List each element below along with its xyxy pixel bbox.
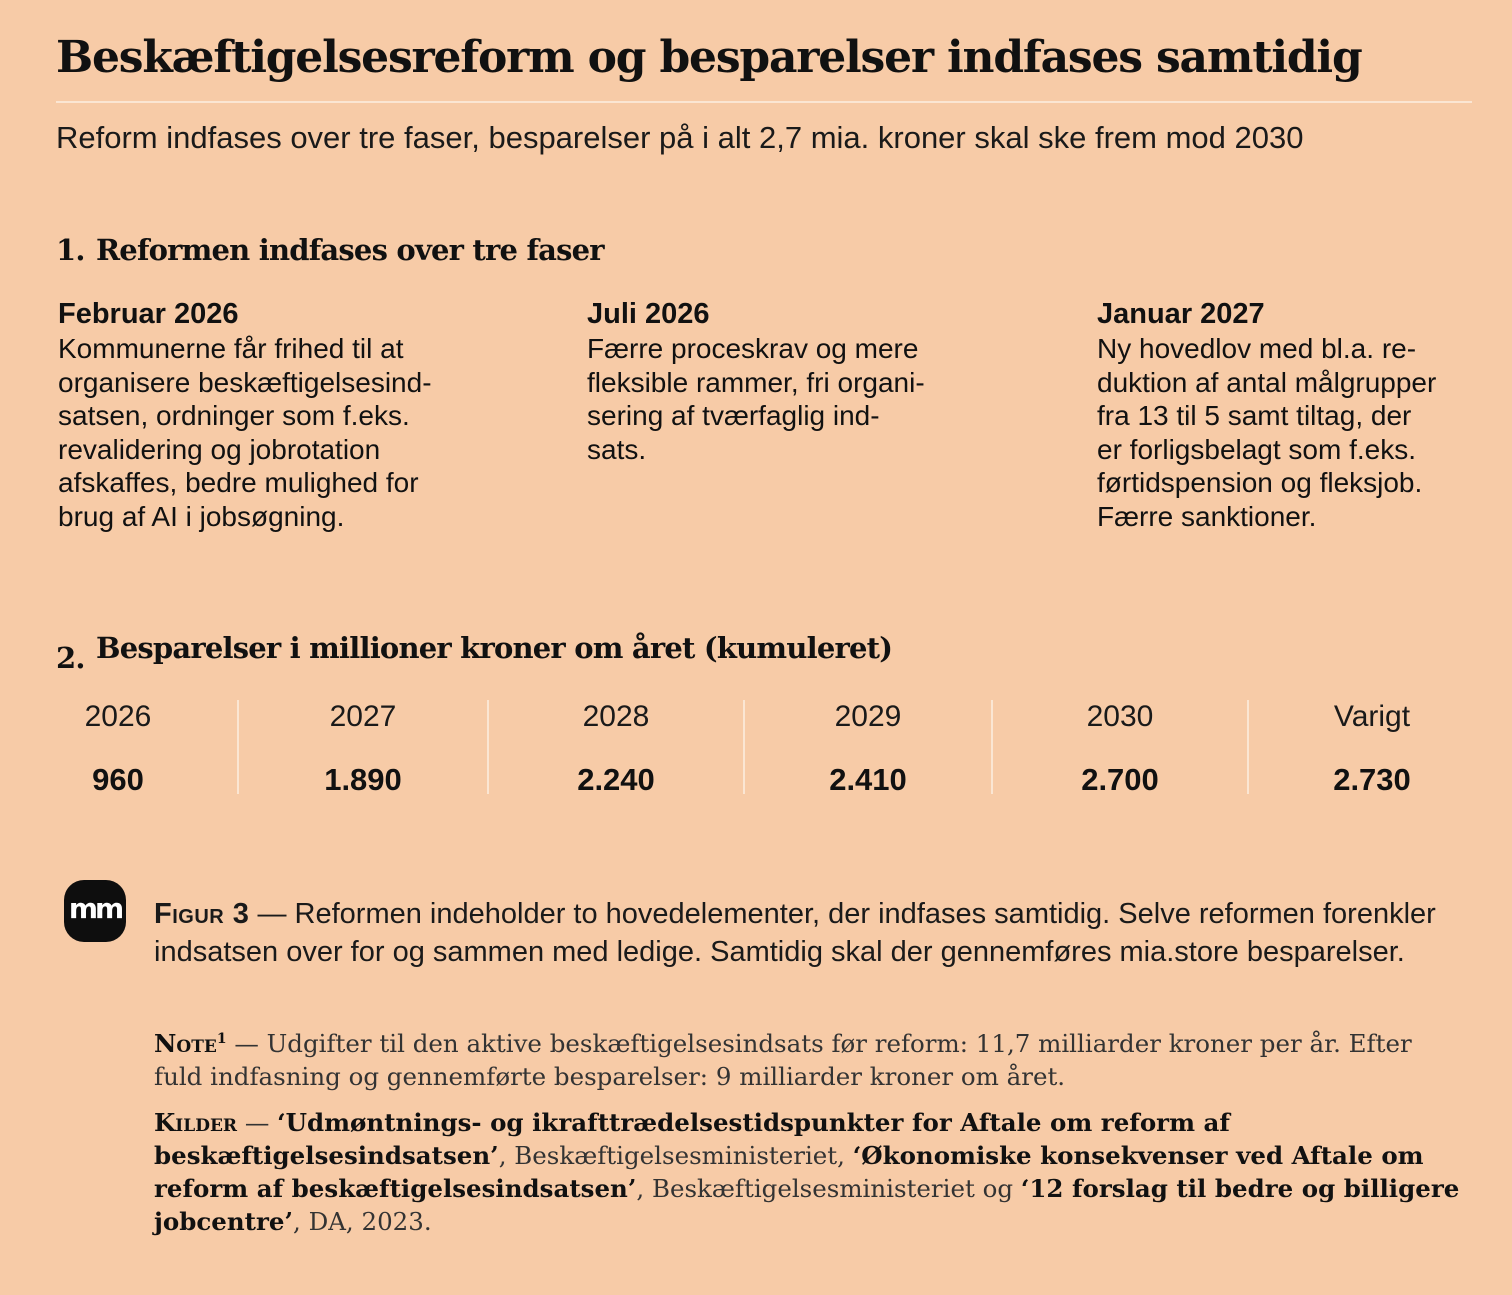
phase-date: Februar 2026 [58,298,239,330]
savings-value: 2.410 [829,762,907,797]
phase-description: Færre proceskrav og mere fleksible rammer, fri organi- sering af tværfaglig ind- sats. [587,333,925,465]
page-title: Beskæftigelsesreform og besparelser indfases samtidig [56,32,1362,83]
savings-column-2030 [993,700,1247,796]
sources-separator: — [237,1108,278,1137]
source-publisher: , Beskæftigelsesministeriet, [498,1141,853,1170]
logo-text: mm [68,891,122,925]
figure-sources [154,1106,1464,1238]
figure-caption [154,895,1464,971]
title-divider [56,101,1472,103]
savings-value: 2.240 [577,762,655,797]
section-phases-heading [56,232,604,268]
figure-note [154,1023,1464,1093]
savings-year: Varigt [1333,700,1411,733]
savings-year: 2027 [329,700,397,733]
sources-label: Kilder [154,1108,238,1137]
phase-july-2026 [587,296,925,466]
phase-february-2026 [58,296,432,533]
page-subtitle: Reform indfases over tre faser, besparelser på i alt 2,7 mia. kroner skal ske frem mod 2030 [56,120,1304,155]
section-number: 1. [56,233,85,267]
source-publisher: , DA, 2023. [293,1207,432,1236]
caption-separator: — [249,898,295,930]
section-heading-text: Besparelser i millioner kroner om året (kumuleret) [96,631,893,665]
phase-date: Januar 2027 [1097,298,1265,330]
savings-value: 2.700 [1081,762,1159,797]
section-savings-heading [56,630,893,675]
savings-year: 2026 [84,700,152,733]
savings-column-varigt [1249,700,1495,796]
savings-column-2029 [745,700,991,796]
note-text: Udgifter til den aktive beskæftigelsesindsats før reform: 11,7 milliarder kroner per år. Efter fuld indfasning og gennemførte besparelser: 9 milliarder kroner om året. [154,1029,1412,1092]
phase-date: Juli 2026 [587,298,710,330]
phase-description: Ny hovedlov med bl.a. re- duktion af antal målgrupper fra 13 til 5 samt tiltag, der er forligsbelagt som f.eks. førtidspension og fleksjob. Færre sanktioner. [1097,333,1437,532]
savings-value: 2.730 [1333,762,1411,797]
savings-column-2026 [20,700,216,796]
savings-column-2028 [489,700,743,796]
section-number: 2. [56,641,85,675]
publisher-logo [64,880,126,942]
phase-january-2027 [1097,296,1436,533]
source-title: ‘Udmøntnings- og ikrafttrædelsestidspunkter for Aftale om reform af beskæftigelsesindsatsen’ [154,1108,1230,1170]
caption-label: Figur 3 [154,898,250,930]
savings-year: 2028 [582,700,650,733]
savings-value: 960 [92,762,144,797]
savings-table [0,700,1512,796]
caption-text: Reformen indeholder to hovedelementer, der indfases samtidig. Selve reformen forenkler indsatsen over for og sammen med ledige. Samtidig skal der gennemføres mia.store besparelser. [154,898,1436,968]
source-title: ‘Økonomiske konsekvenser ved Aftale om reform af beskæftigelsesindsatsen’ [154,1141,1424,1203]
source-title: ‘12 forslag til bedre og billigere jobcentre’ [154,1174,1460,1236]
phase-description: Kommunerne får frihed til at organisere beskæftigelsesind- satsen, ordninger som f.eks. revalidering og jobrotation afskaffes, bedre mulighed for brug af AI i jobsøgning. [58,333,432,532]
source-publisher: , Beskæftigelsesministeriet og [636,1174,1021,1203]
note-separator: — [226,1029,267,1059]
savings-column-2027 [239,700,487,796]
note-label: Note [154,1029,217,1059]
savings-year: 2029 [834,700,902,733]
section-heading-text: Reformen indfases over tre faser [96,233,604,267]
note-superscript: 1 [216,1031,227,1047]
savings-value: 1.890 [324,762,402,797]
savings-year: 2030 [1086,700,1154,733]
